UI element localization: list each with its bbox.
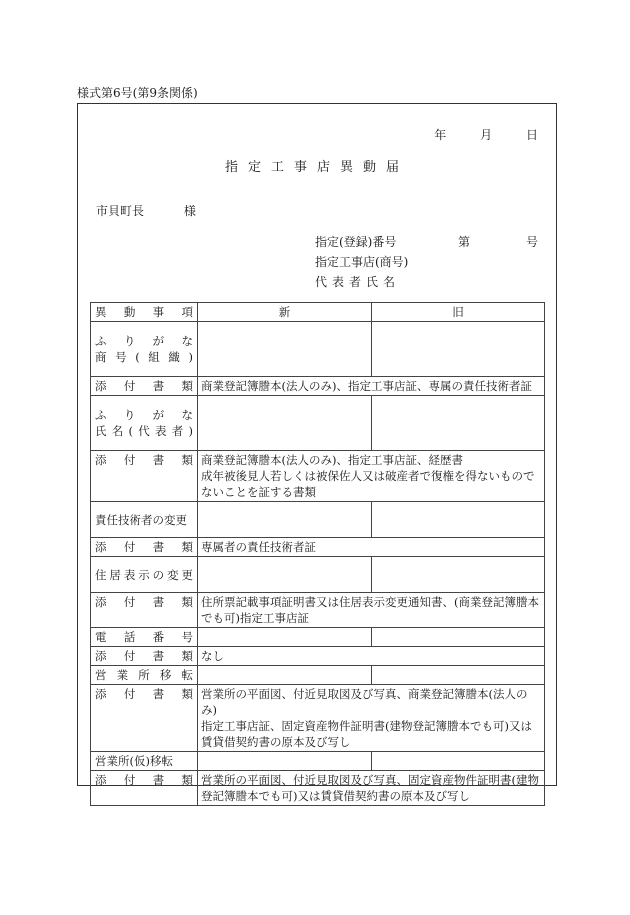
- attachment-text: 専属者の責任技術者証: [198, 538, 545, 557]
- attachment-label: 添付書類: [91, 451, 198, 502]
- changes-table: [90, 302, 545, 806]
- date-year: 年: [434, 128, 447, 142]
- old-value-cell[interactable]: [372, 628, 545, 647]
- item-cell: 責任技術者の変更: [91, 502, 198, 538]
- item-cell: [91, 322, 198, 377]
- table-header-row: [91, 303, 545, 322]
- table-row: [91, 666, 545, 685]
- applicant-block: [315, 232, 538, 292]
- item-cell: 営業所(仮)移転: [91, 752, 198, 771]
- new-value-cell[interactable]: [198, 666, 372, 685]
- attachment-row: [91, 685, 545, 752]
- attachment-label: 添付書類: [91, 685, 198, 752]
- page-title: 指定工事店異動届: [224, 160, 409, 175]
- table-row: [91, 557, 545, 593]
- item-furigana: ふりがな: [95, 334, 193, 348]
- old-value-cell[interactable]: [372, 322, 545, 377]
- new-value-cell[interactable]: [198, 502, 372, 538]
- attachment-row: [91, 451, 545, 502]
- registration-go: 号: [525, 235, 538, 249]
- registration-number-row: [315, 232, 538, 252]
- table-row: [91, 752, 545, 771]
- attachment-text: 商業登記簿謄本(法人のみ)、指定工事店証、専属の責任技術者証: [198, 377, 545, 396]
- form-number: 様式第6号(第9条関係): [77, 86, 198, 100]
- attachment-text: なし: [198, 647, 545, 666]
- attachment-row: [91, 593, 545, 628]
- item-cell: 住居表示の変更: [91, 557, 198, 593]
- attachment-row: [91, 377, 545, 396]
- new-value-cell[interactable]: [198, 752, 372, 771]
- attachment-text: 住所票記載事項証明書又は住居表示変更通知書、(商業登記簿謄本でも可)指定工事店証: [198, 593, 545, 628]
- attachment-row: [91, 771, 545, 806]
- attachment-text-content: 商業登記簿謄本(法人のみ)、指定工事店証、経歴書 成年被後見人若しくは被保佐人又は破産者で復権を得ないものでないことを証する書類: [201, 453, 535, 499]
- new-value-cell[interactable]: [198, 628, 372, 647]
- table-row: [91, 628, 545, 647]
- registration-number-label: 指定(登録)番号: [315, 235, 397, 249]
- attachment-label: 添付書類: [91, 593, 198, 628]
- attachment-label: 添付書類: [91, 771, 198, 806]
- date-line: [410, 126, 538, 143]
- old-value-cell[interactable]: [372, 396, 545, 451]
- item-shogo: 商号(組織): [95, 350, 193, 364]
- attachment-text-content: 営業所の平面図、付近見取図及び写真、商業登記簿謄本(法人のみ) 指定工事店証、固定資産物件証明書(建物登記簿謄本でも可)又は賃貸借契約書の原本及び写し: [201, 687, 532, 749]
- new-value-cell[interactable]: [198, 322, 372, 377]
- addressee: [96, 202, 196, 219]
- representative-label: 代表者氏名: [315, 275, 401, 289]
- attachment-row: [91, 647, 545, 666]
- item-cell: [91, 396, 198, 451]
- table-row: [91, 322, 545, 377]
- item-furigana: ふりがな: [95, 408, 193, 422]
- new-value-cell[interactable]: [198, 396, 372, 451]
- shop-name-row: [315, 252, 538, 272]
- shop-name-label: 指定工事店(商号): [315, 255, 409, 269]
- new-value-cell[interactable]: [198, 557, 372, 593]
- table-row: [91, 396, 545, 451]
- attachment-label: 添付書類: [91, 538, 198, 557]
- attachment-row: [91, 538, 545, 557]
- table-row: [91, 502, 545, 538]
- attachment-text: 営業所の平面図、付近見取図及び写真、固定資産物件証明書(建物登記簿謄本でも可)又は賃貸借契約書の原本及び写し: [198, 771, 545, 806]
- date-month: 月: [480, 128, 493, 142]
- old-value-cell[interactable]: [372, 752, 545, 771]
- attachment-label: 添付書類: [91, 377, 198, 396]
- attachment-text: [198, 451, 545, 502]
- representative-row: [315, 272, 538, 292]
- item-cell: 営業所移転: [91, 666, 198, 685]
- old-value-cell[interactable]: [372, 502, 545, 538]
- attachment-text: [198, 685, 545, 752]
- form-frame: [77, 103, 557, 803]
- attachment-label: 添付書類: [91, 647, 198, 666]
- old-value-cell[interactable]: [372, 557, 545, 593]
- date-day: 日: [525, 128, 538, 142]
- addressee-name: 市貝町長: [96, 204, 145, 218]
- registration-dai: 第: [458, 235, 471, 249]
- header-item: 異動事項: [91, 303, 198, 322]
- item-name: 氏名(代表者): [95, 424, 193, 438]
- addressee-honorific: 様: [183, 204, 196, 218]
- old-value-cell[interactable]: [372, 666, 545, 685]
- item-cell: 電話番号: [91, 628, 198, 647]
- header-new: 新: [198, 303, 372, 322]
- header-old: 旧: [372, 303, 545, 322]
